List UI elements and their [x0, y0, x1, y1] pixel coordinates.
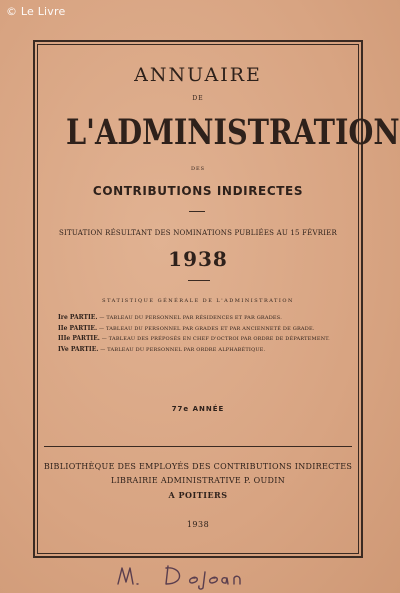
preposition-des: DES [190, 166, 206, 172]
publisher-city: A POITIERS [168, 490, 228, 500]
part-number: IVe PARTIE. [58, 345, 99, 353]
part-item [58, 325, 348, 333]
statistics-heading: STATISTIQUE GÉNÉRALE DE L'ADMINISTRATION [102, 298, 294, 304]
part-item [58, 346, 348, 354]
situation-line: SITUATION RÉSULTANT DES NOMINATIONS PUBLIÉES AU 15 FÉVRIER [59, 229, 337, 237]
part-number: IIe PARTIE. [58, 324, 98, 332]
part-item [58, 335, 348, 343]
main-title: L'ADMINISTRATION [65, 112, 400, 153]
publisher-name: LIBRAIRIE ADMINISTRATIVE P. OUDIN [110, 476, 286, 485]
publisher-collection: BIBLIOTHÈQUE DES EMPLOYÉS DES CONTRIBUTIONS INDIRECTES [43, 462, 353, 471]
part-description: — TABLEAU DES PRÉPOSÉS EN CHEF D'OCTROI PAR ORDRE DE DÉPARTEMENT. [101, 336, 330, 342]
subtitle: CONTRIBUTIONS INDIRECTES [92, 184, 304, 198]
preposition-de: DE [192, 95, 204, 102]
part-description: — TABLEAU DU PERSONNEL PAR ORDRE ALPHABÉTIQUE. [100, 346, 266, 353]
part-description: — TABLEAU DU PERSONNEL PAR RÉSIDENCES ET PAR GRADES. [99, 315, 283, 321]
part-number: Ire PARTIE. [58, 314, 98, 321]
edition-year: 1938 [168, 247, 228, 271]
part-item [58, 314, 348, 322]
part-description: — TABLEAU DU PERSONNEL PAR GRADES ET PAR ANCIENNETÉ DE GRADE. [99, 325, 315, 332]
imprint-year: 1938 [186, 520, 210, 529]
divider-dash [189, 211, 205, 212]
handwritten-signature [108, 560, 298, 590]
part-number: IIIe PARTIE. [58, 335, 100, 342]
divider-dash-2 [188, 280, 210, 281]
parts-list [58, 314, 348, 356]
annuaire-heading: ANNUAIRE [134, 64, 262, 86]
separator-rule [44, 446, 352, 447]
edition-number: 77e ANNÉE [171, 405, 225, 413]
watermark: © Le Livre [6, 5, 66, 18]
